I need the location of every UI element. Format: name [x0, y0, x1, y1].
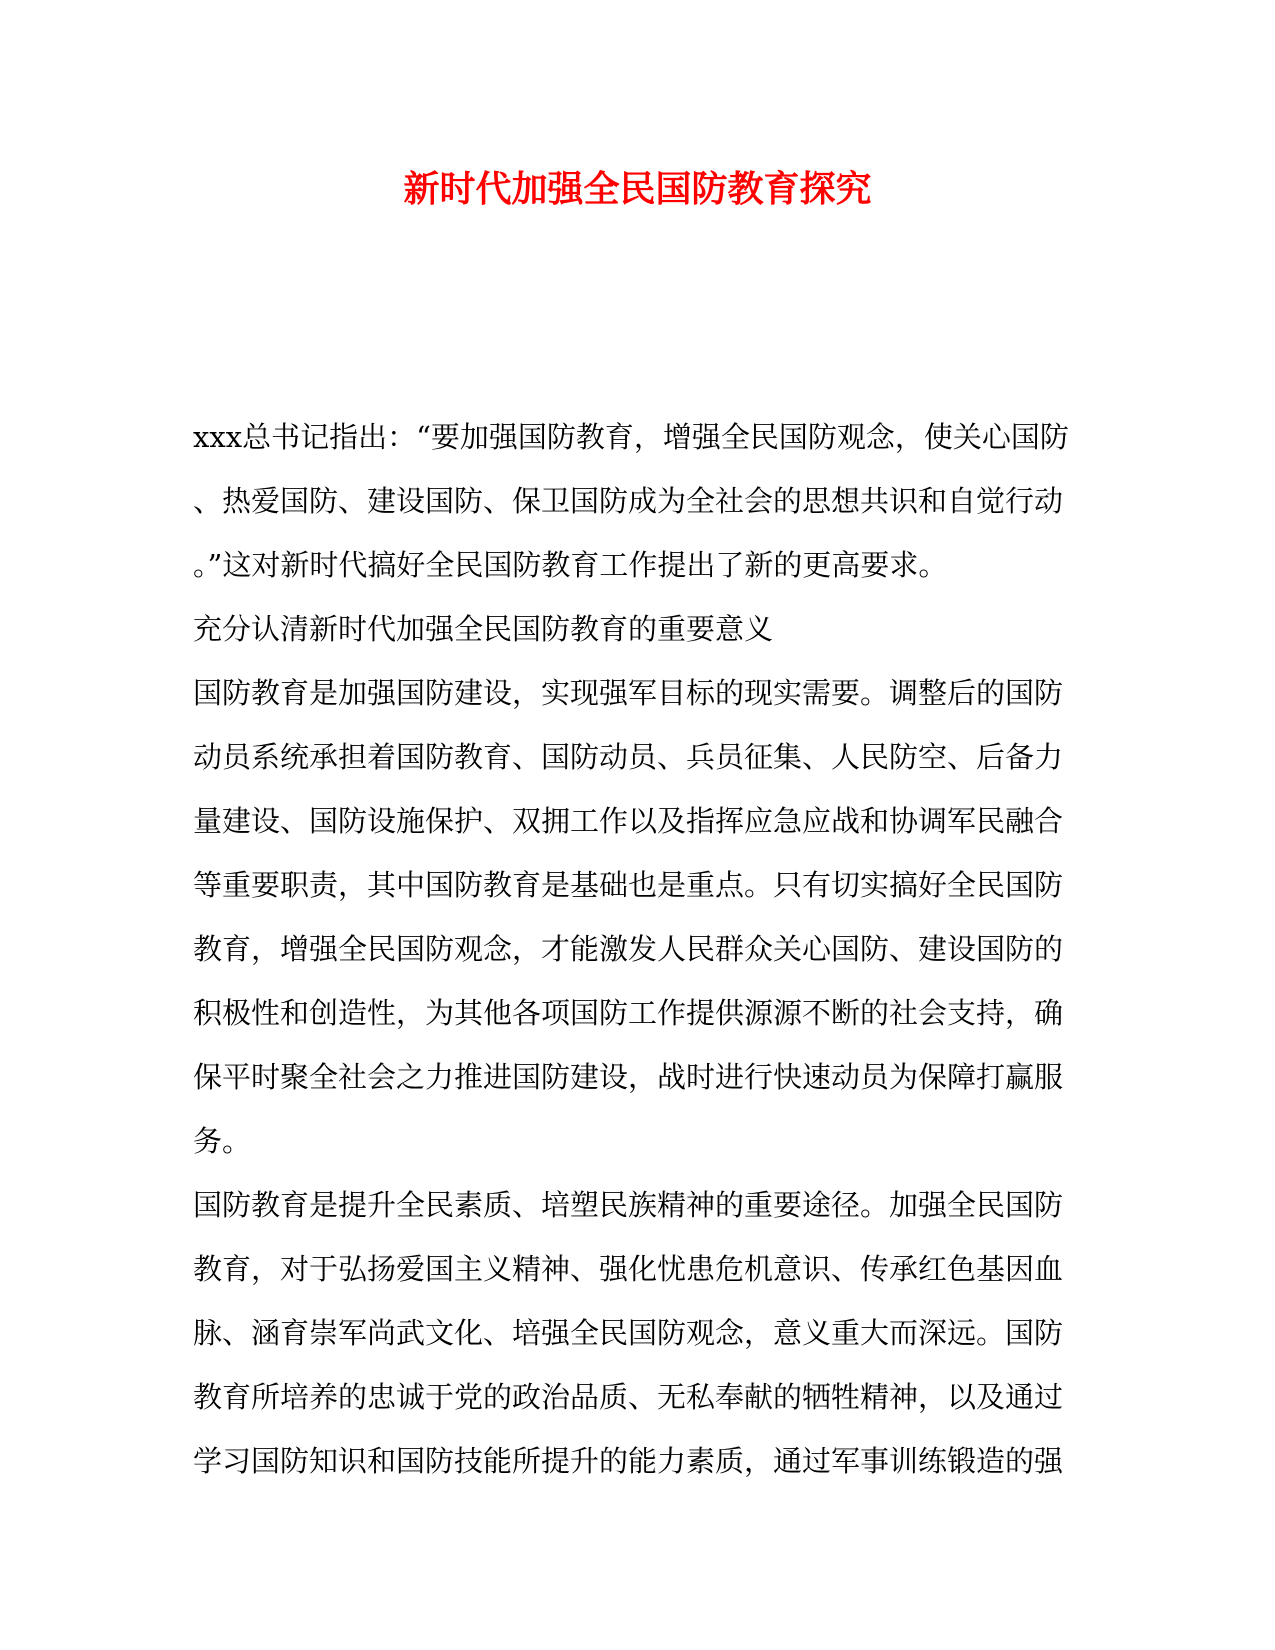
text-line: xxx总书记指出：“要加强国防教育，增强全民国防观念，使关心国防: [193, 420, 1069, 454]
text-line: 学习国防知识和国防技能所提升的能力素质，通过军事训练锻造的强: [193, 1444, 1064, 1478]
text-line: 脉、涵育崇军尚武文化、培强全民国防观念，意义重大而深远。国防: [193, 1316, 1064, 1350]
text-line: 。”这对新时代搞好全民国防教育工作提出了新的更高要求。: [193, 548, 948, 582]
text-line: 教育，增强全民国防观念，才能激发人民群众关心国防、建设国防的: [193, 932, 1064, 966]
text-line: 国防教育是加强国防建设，实现强军目标的现实需要。调整后的国防: [193, 676, 1064, 710]
text-line: 保平时聚全社会之力推进国防建设，战时进行快速动员为保障打赢服: [193, 1060, 1064, 1094]
text-line: 、热爱国防、建设国防、保卫国防成为全社会的思想共识和自觉行动: [193, 484, 1064, 518]
text-line: 量建设、国防设施保护、双拥工作以及指挥应急应战和协调军民融合: [193, 804, 1064, 838]
text-line: 教育，对于弘扬爱国主义精神、强化忧患危机意识、传承红色基因血: [193, 1252, 1064, 1286]
document-title: 新时代加强全民国防教育探究: [403, 168, 872, 210]
text-line: 务。: [193, 1124, 252, 1158]
text-line: 国防教育是提升全民素质、培塑民族精神的重要途径。加强全民国防: [193, 1188, 1064, 1222]
text-line: 积极性和创造性，为其他各项国防工作提供源源不断的社会支持，确: [193, 996, 1064, 1030]
text-line: 等重要职责，其中国防教育是基础也是重点。只有切实搞好全民国防: [193, 868, 1064, 902]
document-body: [193, 405, 1085, 1493]
text-line: 教育所培养的忠诚于党的政治品质、无私奉献的牺牲精神，以及通过: [193, 1380, 1064, 1414]
text-line: 动员系统承担着国防教育、国防动员、兵员征集、人民防空、后备力: [193, 740, 1064, 774]
section-heading: 充分认清新时代加强全民国防教育的重要意义: [193, 612, 774, 646]
